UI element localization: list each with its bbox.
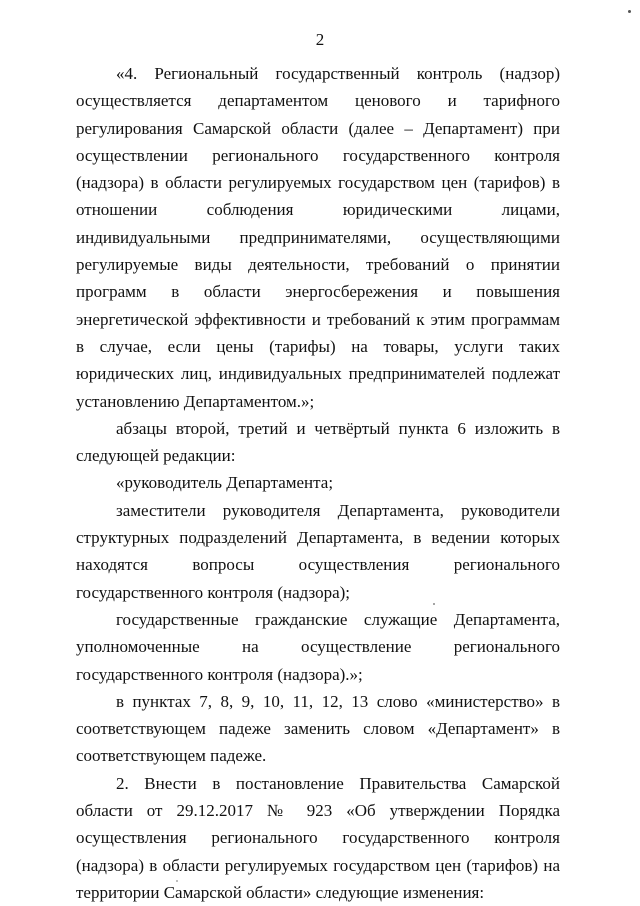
page-number: 2 (315, 30, 325, 49)
paragraph-civil-servants: государственные гражданские служащие Департамента, уполномоченные на осуществление регионального государственного контроля (надзора).»; (76, 609, 560, 684)
paragraph-replace-word: в пунктах 7, 8, 9, 10, 11, 12, 13 слово «министерство» в соответствующем падеже заменить словом «Департамент» в соответствующем падеже. (76, 691, 560, 766)
scan-speck (433, 603, 435, 605)
document-body (76, 60, 560, 906)
paragraph-deputies: заместители руководителя Департамента, руководители структурных подразделений Департамента, в ведении которых находятся вопросы осуществления регионального государственного контроля (надзора); (76, 500, 560, 602)
paragraph-amend-point-6: абзацы второй, третий и четвёртый пункта 6 изложить в следующей редакции: (76, 418, 560, 466)
scan-speck (176, 880, 178, 882)
paragraph-head-of-department: «руководитель Департамента; (116, 473, 334, 493)
scan-speck (628, 10, 631, 13)
paragraph-clause-4: «4. Региональный государственный контроль (надзор) осуществляется департаментом ценового и тарифного регулирования Самарской области (далее – Департамент) при осуществлении регионального государственного контроля (надзора) в области регулируемых государством цен (тарифов) в отношении соблюдения юридическими лицами, индивидуальными предпринимателями, осуществляющими регулируемые виды деятельности, требований о принятии программ в области энергосбережения и повышения энергетической эффективности и требований к этим программам в случае, если цены (тарифы) на товары, услуги таких юридических лиц, индивидуальных предпринимателей подлежат установлению Департаментом.»; (76, 64, 560, 411)
paragraph-section-2: 2. Внести в постановление Правительства Самарской области от 29.12.2017 № 923 «Об утверждении Порядка осуществления регионального государственного контроля (надзора) в области регулируемых государством цен (тарифов) на территории Самарской области» следующие изменения: (76, 773, 560, 902)
